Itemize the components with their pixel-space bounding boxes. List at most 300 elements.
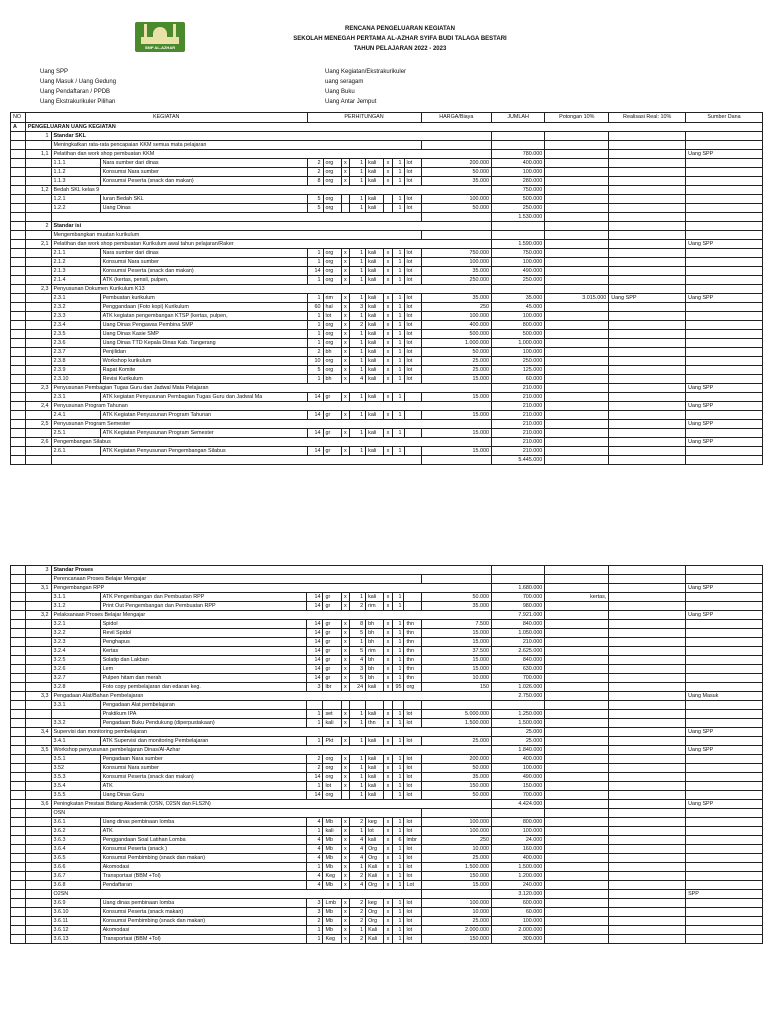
table-cell xyxy=(545,872,609,881)
table-cell: set xyxy=(323,710,341,719)
table-cell xyxy=(11,935,26,944)
table-cell: Uang dinas pembinaan lomba xyxy=(100,818,307,827)
table-cell: kali xyxy=(366,321,384,330)
table-cell: x xyxy=(341,339,350,348)
table-cell: 1 xyxy=(307,312,323,321)
table-cell xyxy=(545,710,609,719)
table-cell: gr xyxy=(323,602,341,611)
table-cell: x xyxy=(384,312,393,321)
table-cell: 780.000 xyxy=(491,150,544,159)
table-cell xyxy=(609,258,686,267)
table-cell: Org xyxy=(366,917,384,926)
table-cell: Pengembangan Silabus xyxy=(51,438,491,447)
table-cell xyxy=(11,872,26,881)
table-cell: ATK (kertas, pensil, pulpen, xyxy=(100,276,307,285)
table-cell xyxy=(25,701,51,710)
table-cell xyxy=(25,818,51,827)
table-cell: Revisi Kurikulum xyxy=(100,375,307,384)
table-cell: 1 xyxy=(350,719,366,728)
table-cell xyxy=(25,917,51,926)
table-cell xyxy=(25,890,51,899)
table-cell xyxy=(609,854,686,863)
table-cell: 1 xyxy=(392,629,404,638)
table-cell: 3.2.1 xyxy=(51,620,100,629)
table-cell: kali xyxy=(366,737,384,746)
table-cell xyxy=(609,222,686,231)
table-cell: kali xyxy=(366,195,384,204)
table-cell xyxy=(25,249,51,258)
table-cell: x xyxy=(341,321,350,330)
table-row xyxy=(11,629,763,638)
table-cell xyxy=(25,764,51,773)
table-cell: x xyxy=(384,249,393,258)
table-cell xyxy=(686,366,763,375)
table-cell: Keg xyxy=(323,935,341,944)
table-cell: x xyxy=(384,710,393,719)
table-cell: Uang SPP xyxy=(686,746,763,755)
table-cell: 14 xyxy=(307,674,323,683)
table-cell: Akomodasi xyxy=(100,926,307,935)
table-cell: 1 xyxy=(307,710,323,719)
table-cell xyxy=(686,773,763,782)
col-header-perhitungan: PERHITUNGAN xyxy=(307,113,421,123)
table-cell: 1 xyxy=(350,168,366,177)
table-cell: 280.000 xyxy=(491,177,544,186)
table-cell xyxy=(686,267,763,276)
table-row xyxy=(11,411,763,420)
table-cell xyxy=(609,764,686,773)
table-cell xyxy=(421,141,491,150)
table-cell: 1 xyxy=(392,881,404,890)
table-cell xyxy=(421,231,491,240)
table-cell xyxy=(25,881,51,890)
table-cell xyxy=(11,285,26,294)
table-cell xyxy=(545,447,609,456)
table-cell xyxy=(25,665,51,674)
table-row xyxy=(11,755,763,764)
table-cell: gr xyxy=(323,674,341,683)
table-cell: x xyxy=(341,836,350,845)
table-cell: x xyxy=(341,737,350,746)
table-cell xyxy=(609,755,686,764)
table-cell xyxy=(491,575,544,584)
table-cell: lot xyxy=(404,258,421,267)
table-cell: 100.000 xyxy=(421,258,491,267)
table-cell: 14 xyxy=(307,429,323,438)
table-cell xyxy=(11,159,26,168)
table-row xyxy=(11,827,763,836)
table-cell: Pendaftaran xyxy=(100,881,307,890)
table-cell: Konsumsi Peserta (snack ) xyxy=(100,845,307,854)
table-cell: 1.500.000 xyxy=(421,719,491,728)
table-row xyxy=(11,258,763,267)
table-cell: 1 xyxy=(350,429,366,438)
table-row xyxy=(11,674,763,683)
table-cell xyxy=(25,312,51,321)
table-cell: Uang SPP xyxy=(686,438,763,447)
table-cell: Org xyxy=(366,908,384,917)
table-cell: Peningkatan Prestasi Bidang Akademik (OSN, O2SN dan FLS2N) xyxy=(51,800,491,809)
table-cell: PENGELUARAN UANG KEGIATAN xyxy=(25,123,762,132)
table-cell: org xyxy=(323,159,341,168)
table-cell: 1 xyxy=(350,267,366,276)
table-cell: Uang SPP xyxy=(686,384,763,393)
table-cell: 1.680.000 xyxy=(491,584,544,593)
table-row xyxy=(11,917,763,926)
table-cell xyxy=(609,728,686,737)
table-cell: 1 xyxy=(350,258,366,267)
table-row xyxy=(11,438,763,447)
table-cell: 50.000 xyxy=(421,791,491,800)
table-cell: 210.000 xyxy=(491,438,544,447)
table-cell xyxy=(686,629,763,638)
table-cell: 2 xyxy=(350,818,366,827)
table-cell: 25.000 xyxy=(491,737,544,746)
table-cell: 1 xyxy=(350,366,366,375)
table-cell: 50.000 xyxy=(421,348,491,357)
table-cell: x xyxy=(341,683,350,692)
table-cell: kali xyxy=(366,348,384,357)
table-cell: 14 xyxy=(307,411,323,420)
table-cell: thn xyxy=(404,629,421,638)
table-cell xyxy=(609,447,686,456)
table-cell xyxy=(421,213,491,222)
table-cell xyxy=(11,456,26,465)
table-cell xyxy=(11,213,26,222)
table-cell: gr xyxy=(323,638,341,647)
table-cell: 2,3 xyxy=(25,384,51,393)
table-cell: 3.6.10 xyxy=(51,908,100,917)
table-row xyxy=(11,845,763,854)
table-cell: Penyusunan Dokumen Kurikulum K13 xyxy=(51,285,491,294)
table-cell: x xyxy=(341,249,350,258)
table-cell: Workshop kurikulum xyxy=(100,357,307,366)
table-cell xyxy=(11,375,26,384)
table-cell: Uang Dinas Kasie SMP xyxy=(100,330,307,339)
table-cell xyxy=(11,321,26,330)
table-cell: lot xyxy=(404,827,421,836)
table-cell: 100.000 xyxy=(491,258,544,267)
table-cell: kali xyxy=(366,258,384,267)
table-cell: 2 xyxy=(350,908,366,917)
table-cell xyxy=(25,773,51,782)
table-cell: 3.6.1 xyxy=(51,818,100,827)
table-cell: x xyxy=(341,593,350,602)
table-row xyxy=(11,294,763,303)
table-cell xyxy=(686,447,763,456)
table-cell xyxy=(25,647,51,656)
table-cell xyxy=(341,195,350,204)
table-cell xyxy=(11,710,26,719)
table-cell: 2 xyxy=(307,348,323,357)
table-cell: 1.200.000 xyxy=(491,872,544,881)
table-cell xyxy=(609,195,686,204)
table-cell: Mb xyxy=(323,917,341,926)
table-cell: 250.000 xyxy=(491,204,544,213)
table-row xyxy=(11,908,763,917)
table-cell xyxy=(609,402,686,411)
table-cell xyxy=(25,638,51,647)
table-cell xyxy=(609,656,686,665)
table-cell: kali xyxy=(366,177,384,186)
table-cell xyxy=(609,746,686,755)
table-cell xyxy=(11,926,26,935)
table-cell: Penyusunan Program Tahunan xyxy=(51,402,491,411)
table-cell xyxy=(25,141,51,150)
table-cell xyxy=(11,665,26,674)
table-cell: lot xyxy=(404,872,421,881)
table-cell: Uang SPP xyxy=(686,294,763,303)
table-cell: kali xyxy=(366,755,384,764)
table-cell xyxy=(25,303,51,312)
table-cell: 1 xyxy=(392,357,404,366)
table-cell xyxy=(686,429,763,438)
table-cell: x xyxy=(384,755,393,764)
table-cell: 3.1.2 xyxy=(51,602,100,611)
table-cell: 2.3.9 xyxy=(51,366,100,375)
table-cell: 24.000 xyxy=(491,836,544,845)
table-cell xyxy=(609,629,686,638)
table-cell xyxy=(609,213,686,222)
table-cell xyxy=(11,800,26,809)
table-cell: Uang SPP xyxy=(686,611,763,620)
table-cell: 10.000 xyxy=(421,908,491,917)
table-row xyxy=(11,638,763,647)
table-cell: 1 xyxy=(350,710,366,719)
table-cell xyxy=(384,791,393,800)
table-row xyxy=(11,881,763,890)
table-cell xyxy=(545,393,609,402)
table-cell: 4 xyxy=(307,854,323,863)
table-cell: 10.000 xyxy=(421,674,491,683)
table-cell: SPP xyxy=(686,890,763,899)
table-cell xyxy=(11,168,26,177)
table-cell: lot xyxy=(404,926,421,935)
table-row xyxy=(11,240,763,249)
title-line-3: TAHUN PELAJARAN 2022 - 2023 xyxy=(353,46,447,52)
table-cell xyxy=(25,447,51,456)
table-cell: kali xyxy=(366,339,384,348)
table-cell xyxy=(686,330,763,339)
table-row xyxy=(11,683,763,692)
table-cell xyxy=(11,773,26,782)
table-cell: x xyxy=(384,258,393,267)
table-cell: Uang Dinas xyxy=(100,204,307,213)
table-cell: 210.000 xyxy=(491,447,544,456)
table-cell: x xyxy=(384,267,393,276)
table-cell: 700.000 xyxy=(491,791,544,800)
table-row xyxy=(11,168,763,177)
table-cell: Uang SPP xyxy=(609,294,686,303)
table-cell: 700.000 xyxy=(491,674,544,683)
budget-table-part-1 xyxy=(10,112,763,465)
table-cell xyxy=(545,584,609,593)
table-cell: Print Out Pengembangan dan Pembuatan RPP xyxy=(100,602,307,611)
table-cell: Pelatihan dan work shop pembuatan KKM xyxy=(51,150,491,159)
table-cell: x xyxy=(384,602,393,611)
table-cell: 4 xyxy=(350,845,366,854)
table-cell xyxy=(25,593,51,602)
table-cell: 3.2.7 xyxy=(51,674,100,683)
table-cell: 3,2 xyxy=(25,611,51,620)
table-cell xyxy=(609,456,686,465)
table-cell: x xyxy=(341,393,350,402)
table-cell: kali xyxy=(366,411,384,420)
table-cell: 210.000 xyxy=(491,411,544,420)
table-cell: 3.6.5 xyxy=(51,854,100,863)
table-cell xyxy=(545,420,609,429)
table-cell: x xyxy=(384,656,393,665)
table-cell: x xyxy=(341,773,350,782)
table-cell: x xyxy=(341,294,350,303)
table-cell xyxy=(545,845,609,854)
table-cell: 1.1.1 xyxy=(51,159,100,168)
table-cell: lot xyxy=(404,755,421,764)
table-cell xyxy=(545,150,609,159)
table-cell: 100.000 xyxy=(491,764,544,773)
table-cell: 2 xyxy=(307,917,323,926)
table-cell xyxy=(491,809,544,818)
table-cell: 6 xyxy=(392,836,404,845)
table-cell: 1 xyxy=(392,899,404,908)
table-cell xyxy=(686,339,763,348)
table-cell: 210.000 xyxy=(491,638,544,647)
table-cell xyxy=(686,168,763,177)
table-cell xyxy=(609,411,686,420)
table-cell xyxy=(686,602,763,611)
table-cell: ATK Supervisi dan monitoring Pembelajaran xyxy=(100,737,307,746)
table-cell xyxy=(11,366,26,375)
table-cell: 1 xyxy=(350,159,366,168)
table-row xyxy=(11,375,763,384)
table-cell: kali xyxy=(366,836,384,845)
table-cell xyxy=(545,602,609,611)
table-cell: Uang Dinas TTD Kepala Dinas Kab. Tangerang xyxy=(100,339,307,348)
table-cell xyxy=(25,629,51,638)
table-cell: x xyxy=(384,773,393,782)
table-cell: Solatip dan Lakban xyxy=(100,656,307,665)
table-cell xyxy=(609,827,686,836)
table-cell: 14 xyxy=(307,656,323,665)
table-row xyxy=(11,249,763,258)
table-cell xyxy=(11,438,26,447)
table-cell xyxy=(421,890,491,899)
table-cell: 100.000 xyxy=(421,818,491,827)
table-cell xyxy=(421,809,491,818)
table-cell xyxy=(545,366,609,375)
table-cell: Uang SPP xyxy=(686,402,763,411)
table-cell: Keg xyxy=(323,872,341,881)
table-cell xyxy=(11,908,26,917)
table-cell: thn xyxy=(366,719,384,728)
table-cell: 1 xyxy=(392,177,404,186)
table-cell: Standar isi xyxy=(51,222,491,231)
table-cell: 1 xyxy=(307,719,323,728)
table-cell: 5 xyxy=(350,647,366,656)
table-cell xyxy=(25,836,51,845)
table-cell: Kali xyxy=(366,872,384,881)
table-cell: 1 xyxy=(350,339,366,348)
table-cell: Kertas xyxy=(100,647,307,656)
table-cell xyxy=(545,375,609,384)
table-cell: 1 xyxy=(392,665,404,674)
table-cell xyxy=(11,899,26,908)
table-cell xyxy=(686,881,763,890)
table-cell: x xyxy=(384,665,393,674)
table-cell xyxy=(545,222,609,231)
table-cell xyxy=(609,737,686,746)
table-cell: kali xyxy=(366,267,384,276)
table-row xyxy=(11,447,763,456)
table-row xyxy=(11,456,763,465)
table-cell: 3.52 xyxy=(51,764,100,773)
table-cell xyxy=(51,710,100,719)
table-cell: 400.000 xyxy=(491,854,544,863)
income-item: Uang SPP xyxy=(40,69,69,75)
table-cell: Pengadaan Nara sumber xyxy=(100,755,307,764)
table-cell: x xyxy=(384,872,393,881)
table-cell: 600.000 xyxy=(491,899,544,908)
table-cell: 1 xyxy=(350,249,366,258)
table-cell xyxy=(545,339,609,348)
table-cell xyxy=(341,701,350,710)
table-cell xyxy=(11,584,26,593)
table-cell xyxy=(686,926,763,935)
table-cell: 15.000 xyxy=(421,447,491,456)
table-cell: 1.530.000 xyxy=(491,213,544,222)
table-cell: 1 xyxy=(392,917,404,926)
col-header-harga: HARGA/Biaya xyxy=(421,113,491,123)
table-cell: Konsumsi Nara sumber xyxy=(100,168,307,177)
table-cell: 2,1 xyxy=(25,240,51,249)
table-cell xyxy=(11,863,26,872)
table-cell: 1 xyxy=(392,620,404,629)
table-cell xyxy=(25,899,51,908)
table-cell: 1 xyxy=(392,755,404,764)
table-cell xyxy=(609,231,686,240)
table-cell: Mb xyxy=(323,854,341,863)
table-row xyxy=(11,141,763,150)
table-cell: 4 xyxy=(350,881,366,890)
table-row xyxy=(11,312,763,321)
table-cell: 100.000 xyxy=(421,195,491,204)
table-cell: lot xyxy=(404,177,421,186)
table-cell xyxy=(609,150,686,159)
table-cell: 1,1 xyxy=(25,150,51,159)
table-cell: Mb xyxy=(323,836,341,845)
table-cell: x xyxy=(384,881,393,890)
table-cell: 1 xyxy=(392,267,404,276)
table-cell xyxy=(11,683,26,692)
table-cell: 1 xyxy=(307,330,323,339)
table-cell: 3.6.7 xyxy=(51,872,100,881)
table-cell: 3.6.13 xyxy=(51,935,100,944)
table-cell xyxy=(11,447,26,456)
table-cell xyxy=(609,917,686,926)
table-cell xyxy=(545,402,609,411)
table-cell: 240.000 xyxy=(491,881,544,890)
table-row xyxy=(11,710,763,719)
table-cell: 1.050.000 xyxy=(491,629,544,638)
table-cell xyxy=(11,818,26,827)
table-cell: 1 xyxy=(307,294,323,303)
table-row xyxy=(11,420,763,429)
table-cell xyxy=(686,213,763,222)
table-cell xyxy=(25,710,51,719)
table-cell: 3.6.3 xyxy=(51,836,100,845)
table-cell: gr xyxy=(323,393,341,402)
table-cell: 2.5.1 xyxy=(51,429,100,438)
